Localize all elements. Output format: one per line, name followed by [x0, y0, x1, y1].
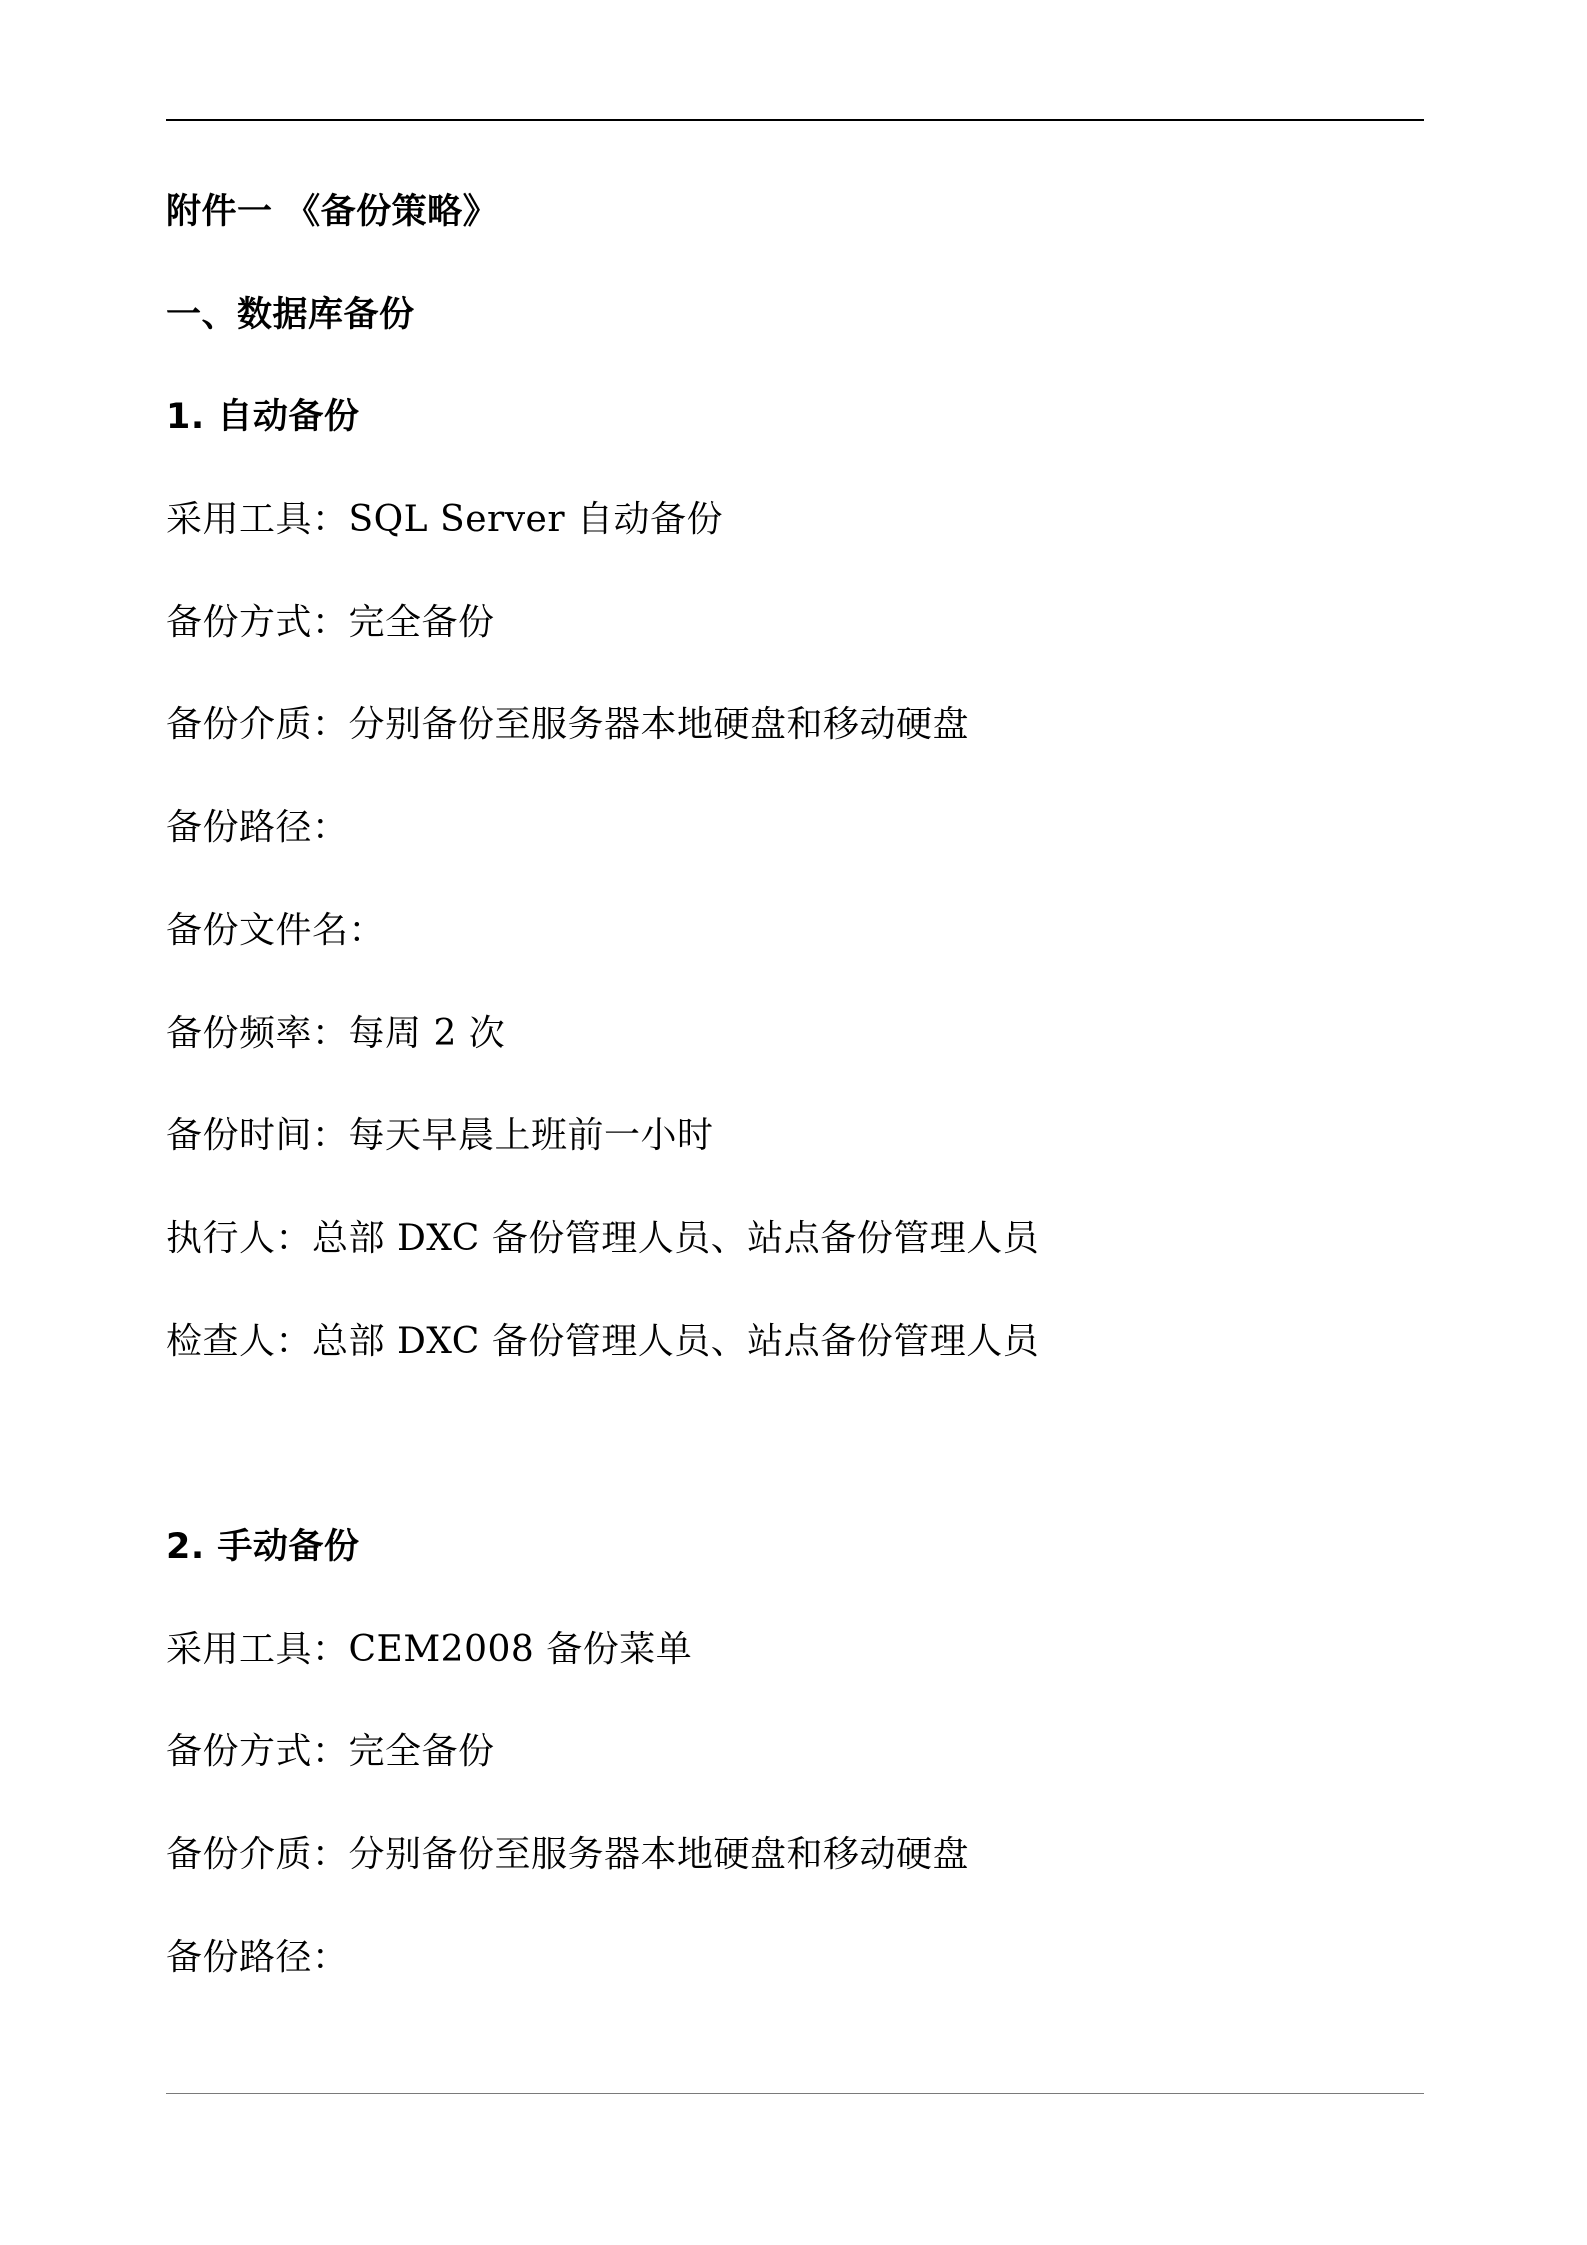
paragraph-medium: 备份介质：分别备份至服务器本地硬盘和移动硬盘: [166, 1834, 970, 1875]
subsection-auto-backup: [166, 366, 1424, 1393]
footer-rule: [166, 2093, 1424, 2094]
paragraph-path: 备份路径：: [166, 1936, 349, 1978]
document-body: [166, 161, 1424, 2009]
subsection-manual-backup: [166, 1496, 1424, 2009]
paragraph-filename: 备份文件名：: [166, 909, 386, 951]
paragraph-method: 备份方式：完全备份: [166, 601, 495, 643]
paragraph-method: 备份方式：完全备份: [166, 1731, 495, 1773]
blank-line: [166, 1393, 1424, 1496]
subsection-heading: 2. 手动备份: [166, 1526, 360, 1567]
paragraph-frequency: 备份频率：每周 2 次: [166, 1012, 506, 1054]
paragraph-medium: 备份介质：分别备份至服务器本地硬盘和移动硬盘: [166, 704, 970, 746]
paragraph-time: 备份时间：每天早晨上班前一小时: [166, 1115, 714, 1157]
section-heading: 一、数据库备份: [166, 294, 415, 335]
header-rule: [166, 119, 1424, 121]
paragraph-path: 备份路径：: [166, 807, 349, 849]
paragraph-tool: 采用工具：SQL Server 自动备份: [166, 499, 723, 541]
attachment-title: 附件一 《备份策略》: [166, 192, 499, 232]
subsection-heading: 1. 自动备份: [166, 397, 360, 438]
paragraph-checker: 检查人：总部 DXC 备份管理人员、站点备份管理人员: [166, 1320, 1040, 1362]
paragraph-executor: 执行人：总部 DXC 备份管理人员、站点备份管理人员: [166, 1217, 1040, 1259]
paragraph-tool: 采用工具：CEM2008 备份菜单: [166, 1628, 693, 1670]
